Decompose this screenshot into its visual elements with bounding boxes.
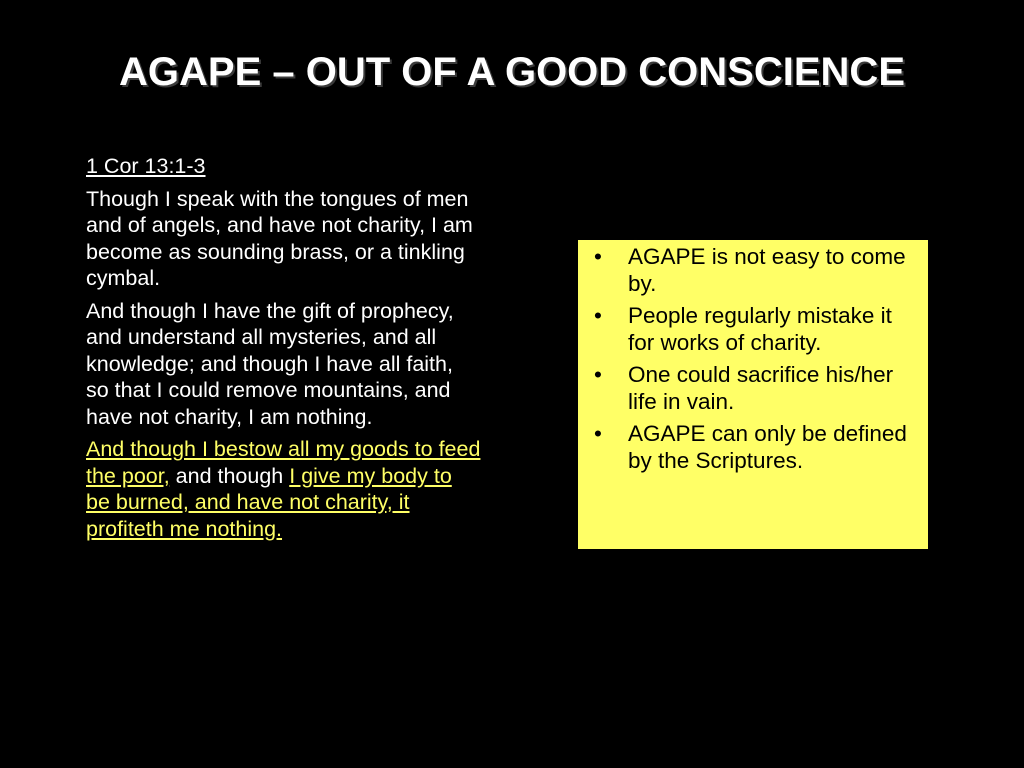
bullet-icon: • <box>594 244 602 269</box>
scripture-passage <box>86 153 481 548</box>
key-point <box>592 362 918 415</box>
key-point <box>592 244 918 297</box>
key-points-list <box>578 240 928 474</box>
verse-3-highlight-2: I give my body to be burned, and have not charity, it profiteth me nothing. <box>86 463 452 541</box>
key-point-text: AGAPE is not easy to come by. <box>628 244 906 296</box>
scripture-reference <box>86 153 481 180</box>
key-points-box <box>576 238 930 551</box>
verse-3-highlight-1: And though I bestow all my goods to feed the poor, <box>86 437 481 488</box>
bullet-icon: • <box>594 303 602 328</box>
key-point-text: People regularly mistake it for works of charity. <box>628 303 892 355</box>
scripture-reference-text: 1 Cor 13:1-3 <box>86 154 206 178</box>
slide-title: AGAPE – OUT OF A GOOD CONSCIENCE <box>119 50 905 94</box>
verse-3 <box>86 436 481 542</box>
key-point <box>592 303 918 356</box>
verse-2: And though I have the gift of prophecy, and understand all mysteries, and all knowledge; and though I have all faith, so that I could remove mountains, and have not charity, I am nothing. <box>86 298 454 429</box>
key-point-text: One could sacrifice his/her life in vain. <box>628 362 894 414</box>
verse-3-mid: and though <box>169 463 290 488</box>
bullet-icon: • <box>594 421 602 446</box>
key-point <box>592 421 918 474</box>
bullet-icon: • <box>594 362 602 387</box>
verse-1: Though I speak with the tongues of men and of angels, and have not charity, I am become as sounding brass, or a tinkling cymbal. <box>86 186 473 290</box>
key-point-text: AGAPE can only be defined by the Scriptures. <box>628 421 907 473</box>
